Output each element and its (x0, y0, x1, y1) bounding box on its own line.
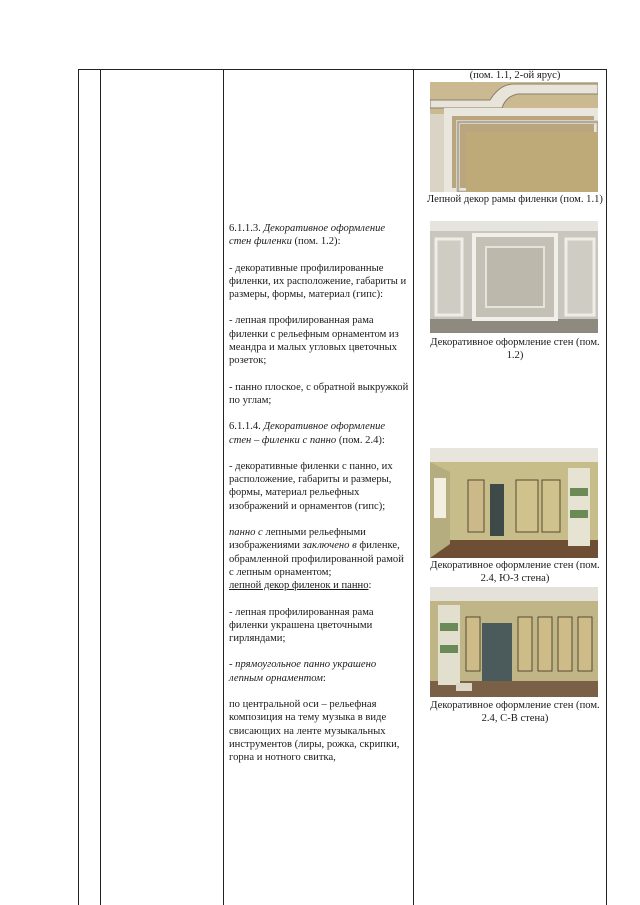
panel-word: панно с (229, 527, 263, 539)
table-divider-1 (100, 69, 101, 905)
section-613-room: (пом. 1.2): (291, 236, 341, 248)
section-613-heading (229, 222, 409, 249)
description-column (229, 222, 409, 765)
molded-frame-photo (430, 82, 598, 192)
table-divider-2 (223, 69, 224, 905)
section-614-paragraph-6: по центральной оси – рельефная композиция на тему музыка в виде свисающих на ленте музыкальных инструментов (лиры, рожка, скрипки, горна и нотного свитка, (229, 699, 400, 764)
section-614-number: 6.1.1.4. (229, 421, 264, 433)
table-border-right (606, 69, 607, 905)
section-614-paragraph-5 (229, 658, 409, 685)
section-613-title: Декоративное оформление стен филенки (229, 223, 386, 248)
molded-decor-subheading: лепной декор филенок и панно (229, 580, 369, 592)
rect-panel-colon: : (322, 672, 326, 684)
section-614-room: (пом. 2.4): (336, 434, 385, 446)
frame-text: филенке, обрамленной профилированной рамой с лепным орнаментом; (229, 540, 404, 578)
section-614-heading (229, 420, 409, 447)
wall-panels-room-1-2-photo (430, 221, 598, 333)
enclosed-text: заключено в (302, 540, 357, 552)
section-613-paragraph-2: - лепная профилированная рама филенки с рельефным орнаментом из меандра и малых угловых цветочных розеток; (229, 315, 399, 367)
room-2-4-sw-wall-photo (430, 448, 598, 558)
section-614-title: Декоративное оформление стен – филенки с панно (229, 421, 386, 446)
section-614-paragraph-3 (229, 579, 409, 592)
subheading-colon: : (368, 580, 372, 592)
table-border-left (78, 69, 79, 905)
section-613-number: 6.1.1.3. (229, 223, 264, 234)
relief-images-text: лепными рельефными изображениями (229, 527, 366, 552)
table-divider-3 (413, 69, 414, 905)
caption-photo4: Декоративное оформление стен (пом. 2.4, С-В стена) (430, 700, 600, 724)
caption-top: (пом. 1.1, 2-ой ярус) (469, 70, 561, 81)
room-2-4-ne-wall-photo (430, 587, 598, 697)
caption-photo3: Декоративное оформление стен (пом. 2.4, Ю-З стена) (430, 560, 600, 584)
section-613-paragraph-1: - декоративные профилированные филенки, их расположение, габариты и размеры, формы, материал (гипс): (229, 262, 407, 301)
caption-photo2: Декоративное оформление стен (пом. 1.2) (430, 337, 600, 361)
section-614-paragraph-2 (229, 526, 409, 579)
rect-panel-text: - прямоугольное панно украшено лепным орнаментом (229, 659, 377, 684)
section-614-paragraph-4: - лепная профилированная рама филенки украшена цветочными гирляндами; (229, 606, 374, 645)
caption-photo1: Лепной декор рамы филенки (пом. 1.1) (427, 194, 603, 205)
section-614-paragraph-1: - декоративные филенки с панно, их расположение, габариты и размеры, формы, материал рельефных изображений и орнаментов (гипс); (229, 460, 393, 512)
section-613-paragraph-3: - панно плоское, с обратной выкружкой по углам; (229, 381, 409, 406)
